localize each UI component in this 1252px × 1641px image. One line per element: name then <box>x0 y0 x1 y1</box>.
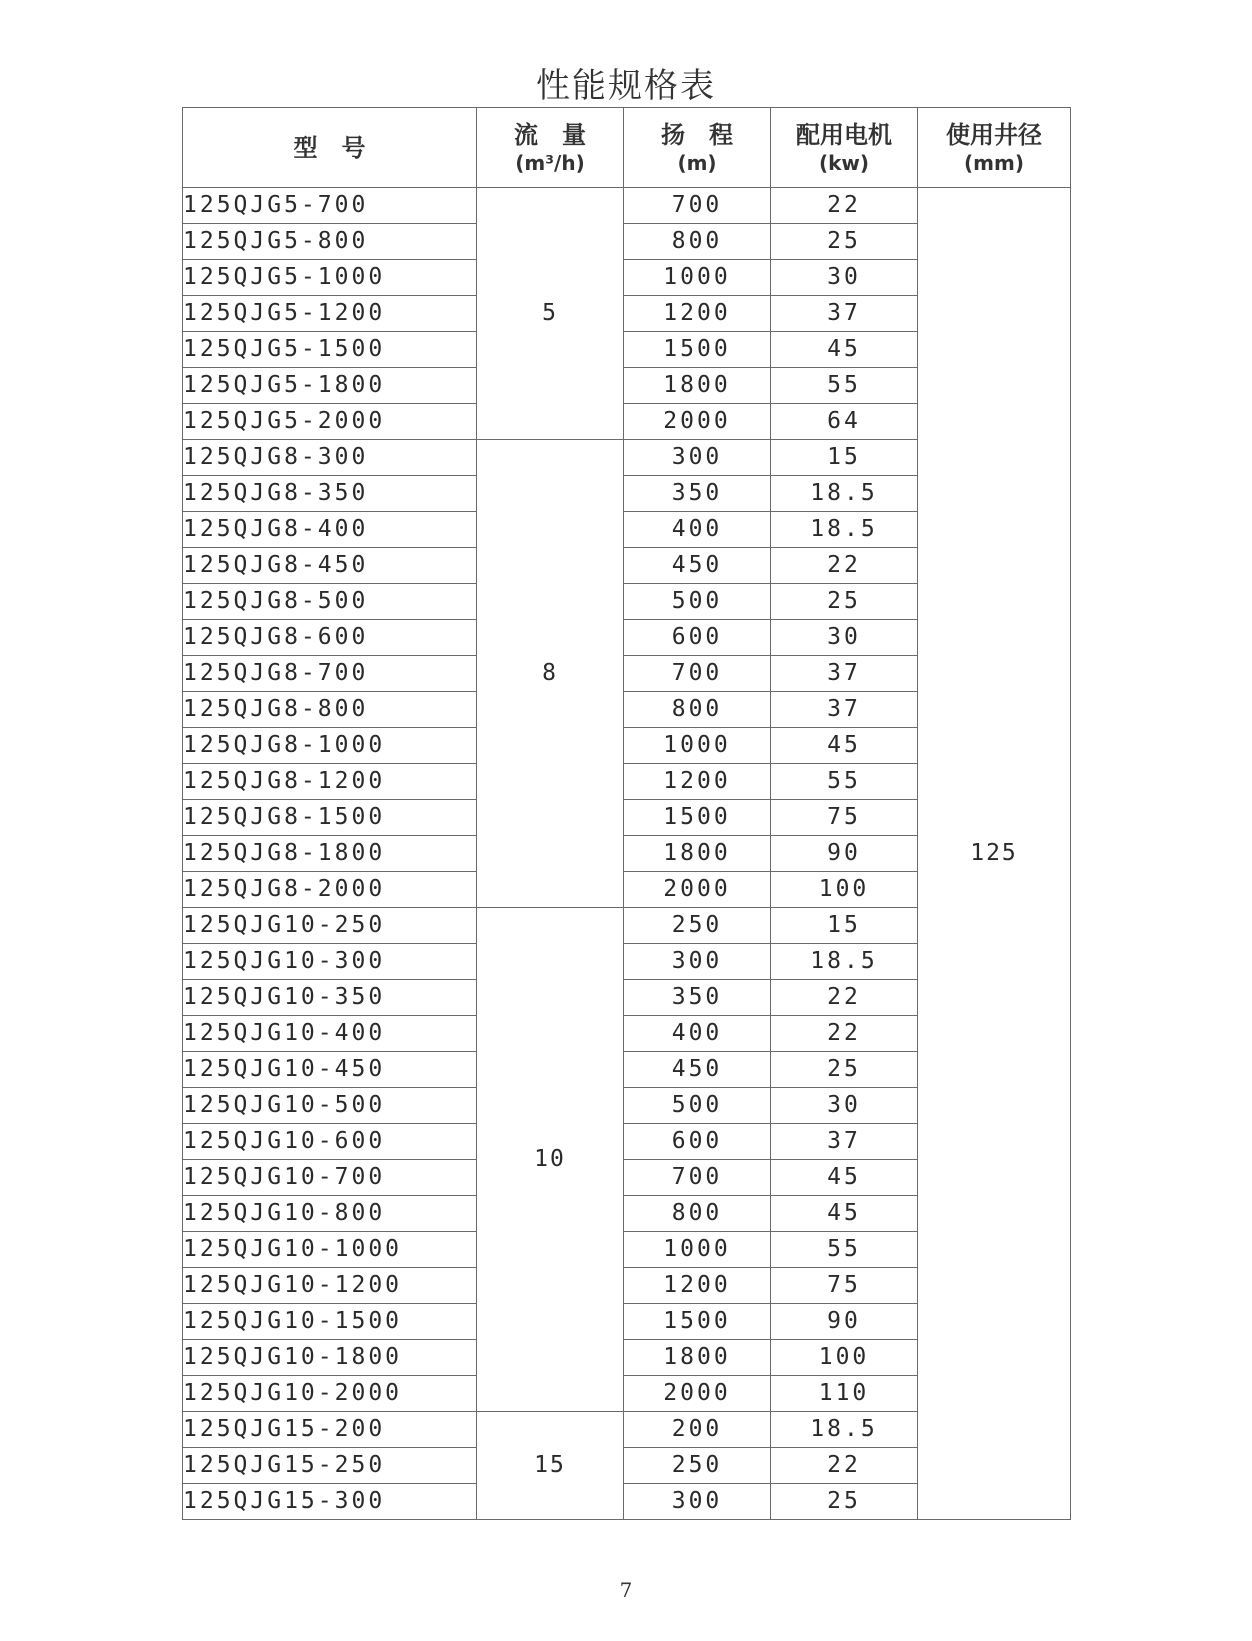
motor-power-cell: 22 <box>771 980 918 1016</box>
header-model: 型 号 <box>183 108 477 188</box>
head-cell: 200 <box>624 1412 771 1448</box>
model-cell: 125QJG5-2000 <box>183 404 477 440</box>
motor-power-cell: 37 <box>771 692 918 728</box>
head-cell: 1000 <box>624 1232 771 1268</box>
head-cell: 2000 <box>624 872 771 908</box>
model-cell: 125QJG5-1200 <box>183 296 477 332</box>
head-cell: 2000 <box>624 1376 771 1412</box>
model-cell: 125QJG10-450 <box>183 1052 477 1088</box>
spec-table <box>182 107 1071 1520</box>
spec-table-body <box>183 188 1071 1520</box>
motor-power-cell: 110 <box>771 1376 918 1412</box>
head-cell: 250 <box>624 1448 771 1484</box>
motor-power-cell: 100 <box>771 1340 918 1376</box>
model-cell: 125QJG8-700 <box>183 656 477 692</box>
motor-power-cell: 45 <box>771 1196 918 1232</box>
head-cell: 700 <box>624 188 771 224</box>
model-cell: 125QJG8-1800 <box>183 836 477 872</box>
motor-power-cell: 25 <box>771 1484 918 1520</box>
model-cell: 125QJG10-250 <box>183 908 477 944</box>
head-cell: 1500 <box>624 800 771 836</box>
motor-power-cell: 64 <box>771 404 918 440</box>
model-cell: 125QJG8-500 <box>183 584 477 620</box>
motor-power-cell: 22 <box>771 548 918 584</box>
model-cell: 125QJG10-1500 <box>183 1304 477 1340</box>
motor-power-cell: 75 <box>771 800 918 836</box>
motor-power-cell: 55 <box>771 764 918 800</box>
motor-power-cell: 22 <box>771 1016 918 1052</box>
model-cell: 125QJG8-350 <box>183 476 477 512</box>
motor-power-cell: 18.5 <box>771 512 918 548</box>
motor-power-cell: 25 <box>771 584 918 620</box>
motor-power-cell: 37 <box>771 1124 918 1160</box>
model-cell: 125QJG15-200 <box>183 1412 477 1448</box>
table-row <box>183 188 1071 224</box>
model-cell: 125QJG15-250 <box>183 1448 477 1484</box>
motor-power-cell: 30 <box>771 1088 918 1124</box>
head-cell: 700 <box>624 656 771 692</box>
flow-cell: 8 <box>477 440 624 908</box>
motor-power-cell: 90 <box>771 1304 918 1340</box>
model-cell: 125QJG8-2000 <box>183 872 477 908</box>
motor-power-cell: 18.5 <box>771 476 918 512</box>
head-cell: 800 <box>624 224 771 260</box>
head-cell: 300 <box>624 1484 771 1520</box>
model-cell: 125QJG10-1200 <box>183 1268 477 1304</box>
motor-power-cell: 100 <box>771 872 918 908</box>
model-cell: 125QJG10-2000 <box>183 1376 477 1412</box>
motor-power-cell: 37 <box>771 656 918 692</box>
model-cell: 125QJG8-400 <box>183 512 477 548</box>
head-cell: 300 <box>624 944 771 980</box>
model-cell: 125QJG10-1000 <box>183 1232 477 1268</box>
motor-power-cell: 45 <box>771 332 918 368</box>
motor-power-cell: 25 <box>771 224 918 260</box>
flow-cell: 10 <box>477 908 624 1412</box>
head-cell: 1800 <box>624 836 771 872</box>
motor-power-cell: 15 <box>771 908 918 944</box>
model-cell: 125QJG5-700 <box>183 188 477 224</box>
head-cell: 300 <box>624 440 771 476</box>
head-cell: 1000 <box>624 728 771 764</box>
model-cell: 125QJG10-700 <box>183 1160 477 1196</box>
flow-cell: 15 <box>477 1412 624 1520</box>
model-cell: 125QJG8-800 <box>183 692 477 728</box>
head-cell: 1800 <box>624 368 771 404</box>
model-cell: 125QJG8-450 <box>183 548 477 584</box>
head-cell: 350 <box>624 476 771 512</box>
motor-power-cell: 22 <box>771 188 918 224</box>
model-cell: 125QJG10-800 <box>183 1196 477 1232</box>
head-cell: 1800 <box>624 1340 771 1376</box>
head-cell: 500 <box>624 1088 771 1124</box>
model-cell: 125QJG8-1500 <box>183 800 477 836</box>
model-cell: 125QJG8-1200 <box>183 764 477 800</box>
head-cell: 450 <box>624 1052 771 1088</box>
motor-power-cell: 55 <box>771 1232 918 1268</box>
head-cell: 1200 <box>624 296 771 332</box>
head-cell: 350 <box>624 980 771 1016</box>
motor-power-cell: 25 <box>771 1052 918 1088</box>
header-head: 扬 程 (m) <box>624 108 771 188</box>
head-cell: 600 <box>624 1124 771 1160</box>
head-cell: 500 <box>624 584 771 620</box>
head-cell: 1000 <box>624 260 771 296</box>
head-cell: 2000 <box>624 404 771 440</box>
header-flow: 流 量 (m³/h) <box>477 108 624 188</box>
header-row <box>183 108 1071 188</box>
head-cell: 800 <box>624 1196 771 1232</box>
page-number: 7 <box>619 1578 633 1602</box>
model-cell: 125QJG5-1000 <box>183 260 477 296</box>
motor-power-cell: 55 <box>771 368 918 404</box>
model-cell: 125QJG5-800 <box>183 224 477 260</box>
head-cell: 800 <box>624 692 771 728</box>
motor-power-cell: 30 <box>771 260 918 296</box>
model-cell: 125QJG10-300 <box>183 944 477 980</box>
model-cell: 125QJG8-1000 <box>183 728 477 764</box>
model-cell: 125QJG10-400 <box>183 1016 477 1052</box>
page-title: 性能规格表 <box>536 66 716 106</box>
model-cell: 125QJG10-1800 <box>183 1340 477 1376</box>
model-cell: 125QJG10-350 <box>183 980 477 1016</box>
motor-power-cell: 22 <box>771 1448 918 1484</box>
head-cell: 450 <box>624 548 771 584</box>
header-well: 使用井径 (mm) <box>918 108 1071 188</box>
model-cell: 125QJG15-300 <box>183 1484 477 1520</box>
motor-power-cell: 75 <box>771 1268 918 1304</box>
head-cell: 400 <box>624 512 771 548</box>
motor-power-cell: 18.5 <box>771 944 918 980</box>
head-cell: 1500 <box>624 332 771 368</box>
well-diameter-cell: 125 <box>918 188 1071 1520</box>
head-cell: 1200 <box>624 1268 771 1304</box>
motor-power-cell: 90 <box>771 836 918 872</box>
header-motor: 配用电机 (kw) <box>771 108 918 188</box>
motor-power-cell: 30 <box>771 620 918 656</box>
head-cell: 700 <box>624 1160 771 1196</box>
motor-power-cell: 45 <box>771 1160 918 1196</box>
head-cell: 250 <box>624 908 771 944</box>
head-cell: 600 <box>624 620 771 656</box>
motor-power-cell: 15 <box>771 440 918 476</box>
model-cell: 125QJG8-300 <box>183 440 477 476</box>
head-cell: 1200 <box>624 764 771 800</box>
head-cell: 1500 <box>624 1304 771 1340</box>
model-cell: 125QJG10-500 <box>183 1088 477 1124</box>
motor-power-cell: 18.5 <box>771 1412 918 1448</box>
motor-power-cell: 45 <box>771 728 918 764</box>
model-cell: 125QJG8-600 <box>183 620 477 656</box>
model-cell: 125QJG10-600 <box>183 1124 477 1160</box>
flow-cell: 5 <box>477 188 624 440</box>
model-cell: 125QJG5-1800 <box>183 368 477 404</box>
motor-power-cell: 37 <box>771 296 918 332</box>
model-cell: 125QJG5-1500 <box>183 332 477 368</box>
head-cell: 400 <box>624 1016 771 1052</box>
